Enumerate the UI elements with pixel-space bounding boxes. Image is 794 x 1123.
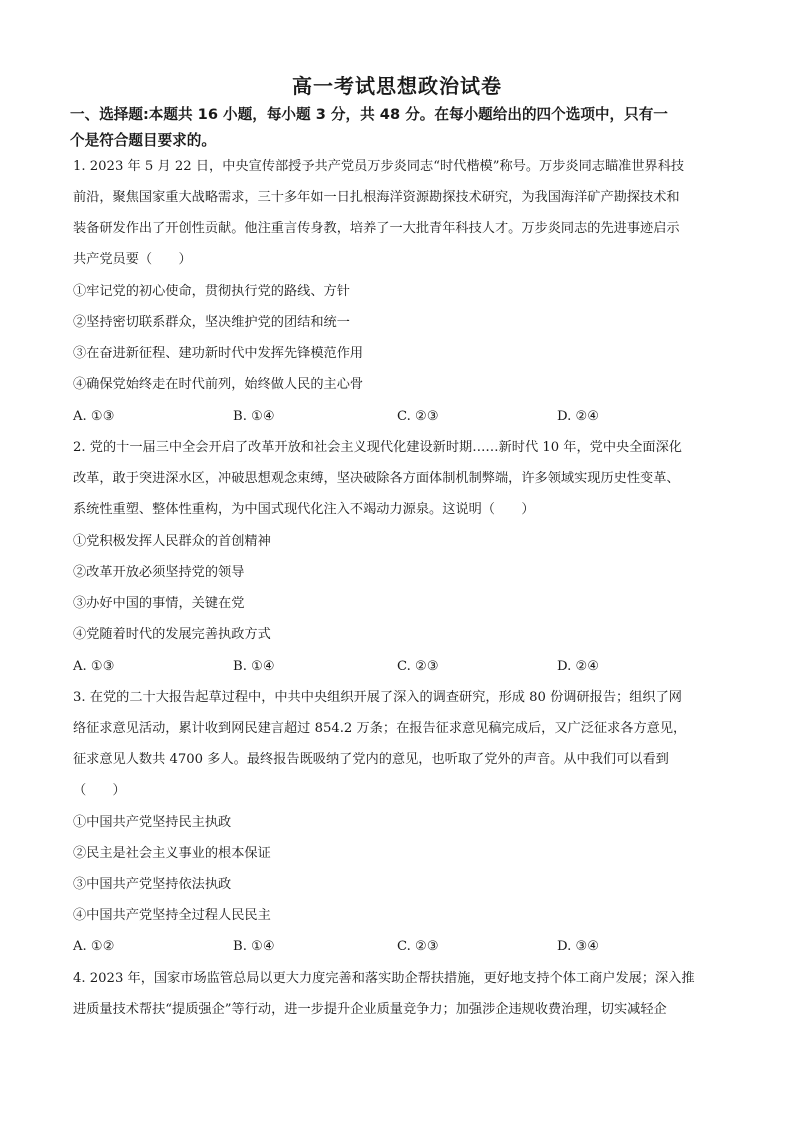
question-3-stem-line: 络征求意见活动，累计收到网民建言超过 854.2 万条；在报告征求意见稿完成后，又广泛征求各方意见，: [73, 721, 687, 736]
question-3-statement-1: ①中国共产党坚持民主执政: [73, 815, 232, 830]
question-3-stem-line: 3. 在党的二十大报告起草过程中，中共中央组织开展了深入的调查研究，形成 80 份调研报告；组织了网: [73, 690, 682, 705]
section-instructions-line: 一、选择题:本题共 16 小题，每小题 3 分，共 48 分。在每小题给出的四个选项中，只有一: [70, 106, 668, 123]
question-3-statement-2: ②民主是社会主义事业的根本保证: [73, 846, 271, 861]
question-4-stem-line: 进质量技术帮扶“提质强企”等行动，进一步提升企业质量竞争力；加强涉企违规收费治理，切实减轻企: [73, 1002, 667, 1017]
question-1-option-a[interactable]: A. ①③: [73, 409, 115, 424]
question-2-statement-2: ②改革开放必须坚持党的领导: [73, 565, 245, 580]
question-3-statement-4: ④中国共产党坚持全过程人民民主: [73, 908, 271, 923]
question-1-stem-line: 装备研发作出了开创性贡献。他注重言传身教，培养了一大批青年科技人才。万步炎同志的先进事迹启示: [73, 221, 680, 236]
question-3-stem-line: （ ）: [73, 783, 126, 798]
question-2-option-c[interactable]: C. ②③: [397, 659, 439, 674]
question-3-stem-line: 征求意见人数共 4700 多人。最终报告既吸纳了党内的意见，也听取了党外的声音。从中我们可以看到: [73, 752, 669, 767]
question-2-option-b[interactable]: B. ①④: [233, 659, 275, 674]
question-1-statement-2: ②坚持密切联系群众，坚决维护党的团结和统一: [73, 315, 350, 330]
question-1-option-d[interactable]: D. ②④: [557, 409, 600, 424]
question-1-stem-line: 1. 2023 年 5 月 22 日，中央宣传部授予共产党员万步炎同志“时代楷模”称号。万步炎同志瞄准世界科技: [73, 159, 685, 174]
question-1-option-c[interactable]: C. ②③: [397, 409, 439, 424]
section-instructions: [70, 102, 720, 154]
question-1-statement-1: ①牢记党的初心使命，贯彻执行党的路线、方针: [73, 284, 350, 299]
question-2-stem-line: 2. 党的十一届三中全会开启了改革开放和社会主义现代化建设新时期……新时代 10 年，党中央全面深化: [73, 440, 682, 455]
question-1-stem-line: 共产党员要（ ）: [73, 252, 192, 267]
question-2-stem-line: 系统性重塑、整体性重构，为中国式现代化注入不竭动力源泉。这说明（ ）: [73, 502, 535, 517]
question-2-statement-1: ①党积极发挥人民群众的首创精神: [73, 534, 271, 549]
question-3-option-a[interactable]: A. ①②: [73, 939, 115, 954]
question-4-stem-line: 4. 2023 年，国家市场监管总局以更大力度完善和落实助企帮扶措施，更好地支持个体工商户发展；深入推: [73, 971, 695, 986]
question-2-option-a[interactable]: A. ①③: [73, 659, 115, 674]
question-1-statement-3: ③在奋进新征程、建功新时代中发挥先锋模范作用: [73, 346, 364, 361]
page-title: 高一考试思想政治试卷: [292, 74, 502, 98]
question-2-statement-3: ③办好中国的事情，关键在党: [73, 596, 245, 611]
question-3-option-c[interactable]: C. ②③: [397, 939, 439, 954]
question-2-stem-line: 改革，敢于突进深水区，冲破思想观念束缚，坚决破除各方面体制机制弊端，许多领域实现历史性变革、: [73, 471, 680, 486]
question-3-statement-3: ③中国共产党坚持依法执政: [73, 877, 232, 892]
question-3-option-d[interactable]: D. ③④: [557, 939, 600, 954]
question-2-option-d[interactable]: D. ②④: [557, 659, 600, 674]
question-3-option-b[interactable]: B. ①④: [233, 939, 275, 954]
question-1-statement-4: ④确保党始终走在时代前列，始终做人民的主心骨: [73, 377, 364, 392]
question-1-stem-line: 前沿，聚焦国家重大战略需求，三十多年如一日扎根海洋资源勘探技术研究，为我国海洋矿产勘探技术和: [73, 190, 680, 205]
question-1-option-b[interactable]: B. ①④: [233, 409, 275, 424]
section-instructions-line: 个是符合题目要求的。: [70, 132, 216, 149]
question-2-statement-4: ④党随着时代的发展完善执政方式: [73, 627, 271, 642]
